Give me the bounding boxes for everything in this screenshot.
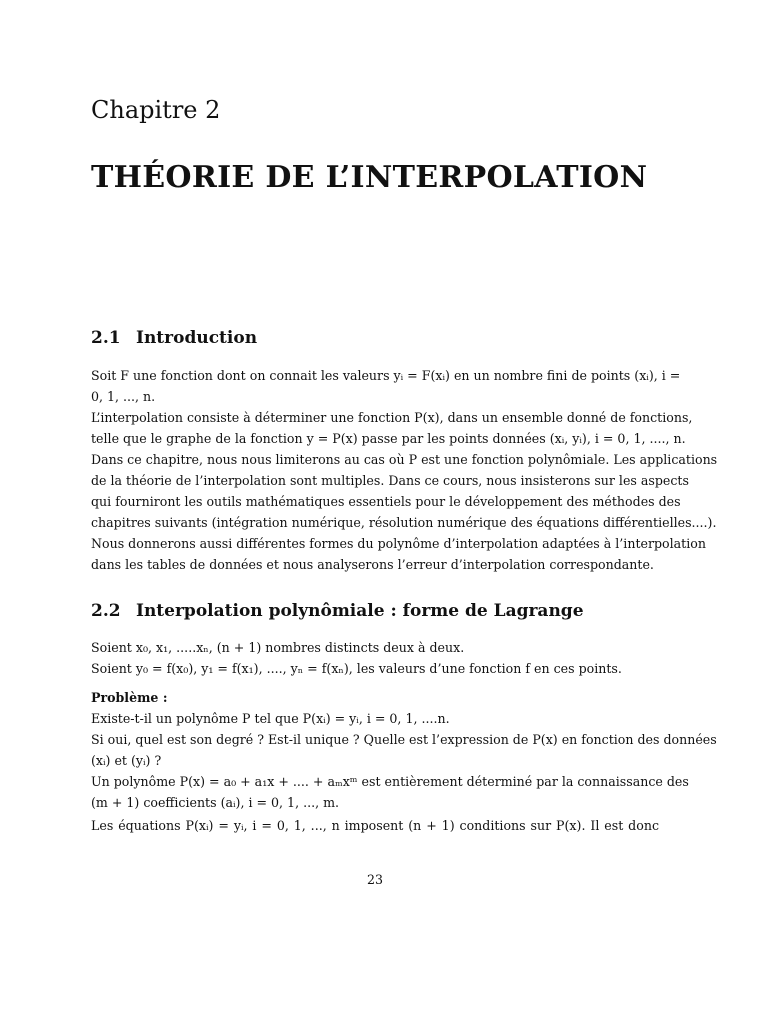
paragraph-line: 0, 1, ..., n. bbox=[91, 389, 156, 404]
paragraph-line: dans les tables de données et nous analyserons l’erreur d’interpolation correspondante. bbox=[91, 557, 654, 572]
paragraph-line: (xᵢ) et (yᵢ) ? bbox=[91, 753, 162, 768]
paragraph-line: Soient y₀ = f(x₀), y₁ = f(x₁), ...., yₙ = f(xₙ), les valeurs d’une fonction f en ces points. bbox=[91, 661, 622, 676]
chapter-label: Chapitre 2 bbox=[91, 96, 221, 124]
paragraph-line: Nous donnerons aussi différentes formes du polynôme d’interpolation adaptées à l’interpolation bbox=[91, 536, 706, 551]
paragraph-line: Soit F une fonction dont on connait les valeurs yᵢ = F(xᵢ) en un nombre fini de points (xᵢ), i = bbox=[91, 368, 681, 383]
paragraph-line: Les équations P(xᵢ) = yᵢ, i = 0, 1, ..., n imposent (n + 1) conditions sur P(x). Il est donc bbox=[91, 818, 659, 833]
page-number: 23 bbox=[366, 872, 384, 887]
paragraph-line: Un polynôme P(x) = a₀ + a₁x + .... + aₘxᵐ est entièrement déterminé par la connaissance des bbox=[91, 774, 689, 789]
section-number: 2.2 bbox=[91, 601, 121, 621]
document-page bbox=[91, 0, 718, 1024]
section-number: 2.1 bbox=[91, 328, 121, 348]
paragraph-line: (m + 1) coefficients (aᵢ), i = 0, 1, ..., m. bbox=[91, 795, 340, 810]
section-title: Interpolation polynômiale : forme de Lagrange bbox=[136, 601, 584, 621]
section-title: Introduction bbox=[136, 328, 258, 348]
problem-label: Problème : bbox=[91, 690, 168, 705]
paragraph-line: L’interpolation consiste à déterminer une fonction P(x), dans un ensemble donné de fonctions, bbox=[91, 410, 693, 425]
paragraph-line: Si oui, quel est son degré ? Est-il unique ? Quelle est l’expression de P(x) en fonction des données bbox=[91, 732, 717, 747]
section-heading-introduction bbox=[91, 328, 257, 348]
paragraph-line: de la théorie de l’interpolation sont multiples. Dans ce cours, nous insisterons sur les aspects bbox=[91, 473, 689, 488]
paragraph-line: Existe-t-il un polynôme P tel que P(xᵢ) = yᵢ, i = 0, 1, ....n. bbox=[91, 711, 450, 726]
paragraph-line: qui fourniront les outils mathématiques essentiels pour le développement des méthodes des bbox=[91, 494, 681, 509]
section-heading-lagrange bbox=[91, 601, 584, 621]
paragraph-line: chapitres suivants (intégration numérique, résolution numérique des équations différentielles....). bbox=[91, 515, 717, 530]
chapter-title: THÉORIE DE L’INTERPOLATION bbox=[91, 160, 648, 195]
paragraph-line: Dans ce chapitre, nous nous limiterons au cas où P est une fonction polynômiale. Les applications bbox=[91, 452, 718, 467]
paragraph-line: telle que le graphe de la fonction y = P(x) passe par les points données (xᵢ, yᵢ), i = 0, 1, ...., n. bbox=[91, 431, 686, 446]
paragraph-line: Soient x₀, x₁, .....xₙ, (n + 1) nombres distincts deux à deux. bbox=[91, 640, 465, 655]
